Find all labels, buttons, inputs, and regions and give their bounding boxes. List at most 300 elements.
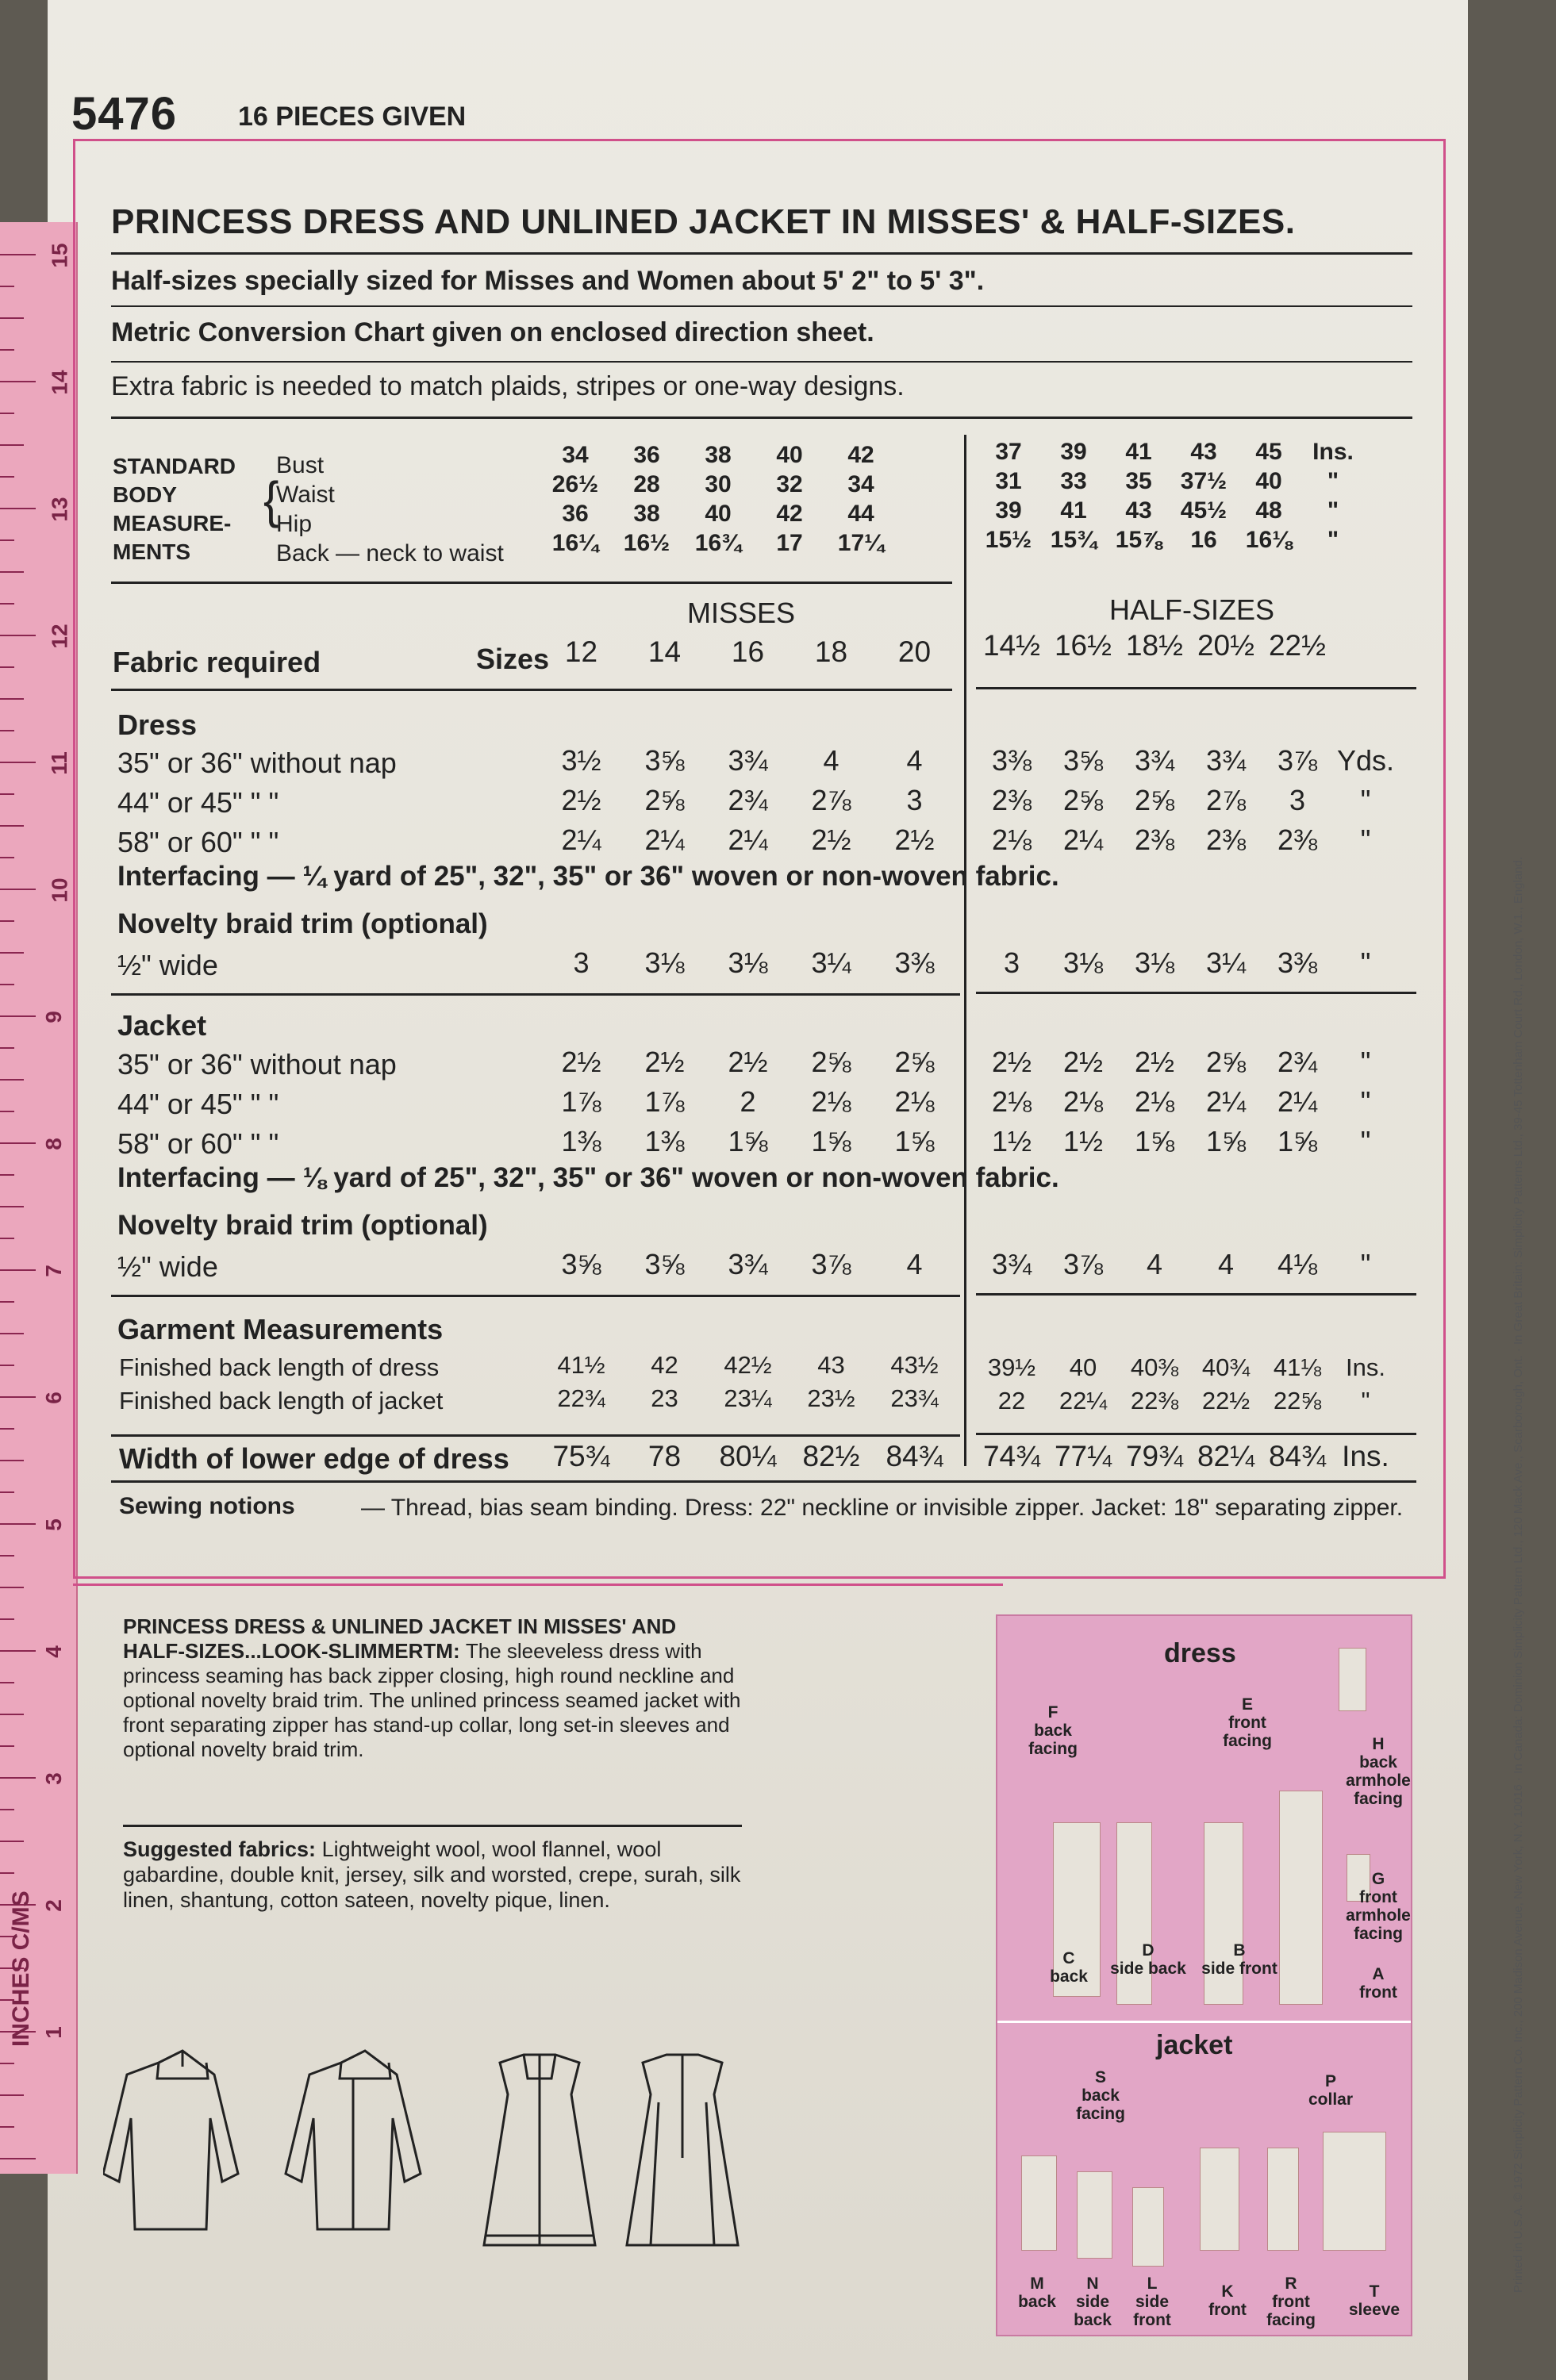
- sizes-half: [976, 627, 1333, 665]
- table-row: [540, 528, 897, 558]
- ruler-tick: [0, 1174, 14, 1176]
- cell: 43: [817, 1351, 845, 1379]
- divider: [111, 416, 1412, 419]
- ruler-tick: [0, 984, 14, 985]
- divider: [111, 689, 952, 691]
- body-measurements-half: [976, 437, 1365, 555]
- piece-label-t: [1347, 2282, 1402, 2319]
- piece-name: back: [1018, 2293, 1056, 2311]
- cell: 2⅝: [894, 1046, 935, 1078]
- unit-cell: Ins.: [1312, 438, 1354, 465]
- table-row: [976, 1123, 1398, 1161]
- cell: 2¼: [561, 823, 601, 856]
- note-metric: Metric Conversion Chart given on enclosed direction sheet.: [111, 317, 874, 347]
- cell: 1⅝: [1134, 1125, 1175, 1157]
- jacket-heading: jacket: [1156, 2030, 1233, 2060]
- cell: 3⅝: [644, 1248, 685, 1280]
- jacket-row-half: [976, 1083, 1398, 1121]
- cell: 2¼: [644, 823, 685, 856]
- cell: 3¼: [811, 946, 851, 979]
- ruler-tick: [0, 1650, 36, 1652]
- cell: 15¾: [1050, 526, 1097, 553]
- piece-shape: [1077, 2171, 1112, 2259]
- piece-name: side back: [1110, 1960, 1186, 1978]
- piece-label-d: [1108, 1941, 1188, 1978]
- table-row: [540, 821, 956, 859]
- divider: [976, 1433, 1416, 1435]
- label-line: MEASURE-: [113, 511, 232, 536]
- piece-letter: H: [1372, 1735, 1385, 1753]
- jacket-interfacing: Interfacing — ⅛ yard of 25", 32", 35" or 36" woven or non-woven fabric.: [117, 1162, 1059, 1193]
- unit-cell: ": [1360, 784, 1371, 816]
- ruler-tick: [0, 1460, 24, 1461]
- cell: 1½: [991, 1125, 1032, 1157]
- piece-label-s: [1073, 2068, 1128, 2123]
- cell: 2⅝: [644, 784, 685, 816]
- piece-label-p: [1303, 2072, 1358, 2109]
- ruler-tick: [0, 793, 14, 795]
- ruler-tick: [0, 1682, 14, 1683]
- cell: 18½: [1125, 629, 1183, 662]
- cell: 2½: [991, 1046, 1032, 1078]
- cell: 32: [776, 470, 803, 497]
- pieces-given: 16 PIECES GIVEN: [238, 102, 467, 132]
- cell: 45½: [1180, 497, 1228, 524]
- cell: 17: [776, 529, 803, 556]
- cell: 23¼: [724, 1384, 772, 1412]
- unit-cell: Ins.: [1342, 1440, 1389, 1472]
- unit-cell: Yds.: [1336, 744, 1395, 777]
- ruler-tick: [0, 889, 36, 890]
- measurement-name: Hip: [276, 511, 313, 537]
- cell: 3⅞: [1277, 744, 1318, 777]
- piece-letter: G: [1371, 1870, 1385, 1888]
- jacket-row-label: 58" or 60" " ": [117, 1127, 279, 1160]
- ruler-number: 2: [40, 1899, 66, 1912]
- dress-heading: dress: [1164, 1638, 1236, 1668]
- cell: 3: [906, 784, 923, 816]
- piece-shape: [1323, 2132, 1386, 2251]
- cell: 36: [562, 500, 589, 527]
- ruler-number: 5: [40, 1518, 66, 1531]
- cell: 2⅝: [1062, 784, 1104, 816]
- note-plaids: Extra fabric is needed to match plaids, stripes or one-way designs.: [111, 371, 905, 401]
- cell: 18: [814, 635, 848, 668]
- cell: 3⅝: [1062, 744, 1104, 777]
- ruler-tick: [0, 381, 36, 382]
- dress-row-misses: [540, 742, 956, 780]
- ruler-number: 8: [40, 1138, 66, 1150]
- description-body: The sleeveless dress with princess seaming has back zipper closing, high round neckline and optional novelty braid trim. The unlined princess seamed jacket with front separating zipper has stand-up collar, long set-in sleeves and optional novelty braid trim.: [123, 1639, 741, 1761]
- page-title: PRINCESS DRESS AND UNLINED JACKET IN MISSES' & HALF-SIZES.: [111, 202, 1296, 241]
- divider: [111, 1480, 1416, 1483]
- table-row: [976, 627, 1333, 665]
- cell: 1⅝: [894, 1125, 935, 1157]
- piece-letter: P: [1324, 2072, 1336, 2090]
- cell: 20½: [1197, 629, 1254, 662]
- table-row: [976, 437, 1365, 466]
- cell: 3⅛: [1062, 946, 1104, 979]
- cell: 3¾: [1205, 744, 1247, 777]
- label-line: STANDARD: [113, 454, 236, 478]
- cell: 3: [1003, 946, 1020, 979]
- cell: 2½: [894, 823, 935, 856]
- cell: 3⅜: [991, 744, 1032, 777]
- cell: 35: [1125, 467, 1152, 494]
- table-row: [540, 499, 897, 528]
- ruler-tick: [0, 1238, 14, 1239]
- ruler-tick: [0, 1206, 24, 1207]
- cell: 45: [1255, 438, 1282, 465]
- width-row-misses: [540, 1438, 956, 1476]
- unit-cell: ": [1327, 526, 1339, 553]
- cell: 4: [823, 744, 839, 777]
- cell: 82½: [802, 1440, 860, 1472]
- cell: 3½: [561, 744, 601, 777]
- ruler-tick: [0, 1555, 14, 1557]
- cell: 43½: [890, 1351, 939, 1379]
- table-row: [540, 1043, 956, 1081]
- divider: [111, 993, 960, 996]
- unit-cell: ": [1327, 497, 1339, 524]
- sizes-label: Sizes: [476, 643, 550, 675]
- cell: 23½: [807, 1384, 855, 1412]
- piece-name: front: [1208, 2301, 1247, 2319]
- ruler-tick: [0, 1142, 36, 1144]
- cell: 82¼: [1197, 1440, 1254, 1472]
- cell: 2⅛: [991, 1085, 1032, 1118]
- piece-name: front facing: [1223, 1714, 1272, 1750]
- cell: 40: [1255, 467, 1282, 494]
- piece-letter: S: [1094, 2068, 1106, 2086]
- piece-letter: B: [1233, 1941, 1246, 1960]
- table-row: [540, 1123, 956, 1161]
- note-half-sizes: Half-sizes specially sized for Misses and Women about 5' 2" to 5' 3".: [111, 266, 985, 296]
- ruler-tick: [0, 1714, 24, 1715]
- panel-divider: [997, 2021, 1411, 2023]
- cell: 2⅜: [991, 784, 1032, 816]
- cell: 74¾: [982, 1440, 1040, 1472]
- piece-label-e: [1208, 1695, 1287, 1750]
- cell: 4: [1146, 1248, 1163, 1280]
- unit-cell: ": [1360, 823, 1371, 856]
- cell: 1⅝: [1205, 1125, 1247, 1157]
- ruler-number: 13: [47, 497, 72, 522]
- cell: 3¾: [1134, 744, 1175, 777]
- ruler-unit-label: INCHES C/MS: [8, 1891, 34, 2047]
- cell: 23¾: [890, 1384, 939, 1412]
- cell: 23: [651, 1384, 678, 1412]
- garment-row-half: [976, 1349, 1398, 1387]
- dress-front-drawing: [484, 2055, 595, 2245]
- piece-name: back armhole facing: [1346, 1753, 1411, 1808]
- ruler-number: 12: [47, 624, 72, 649]
- misses-label: MISSES: [687, 597, 796, 629]
- cell: 16½: [623, 529, 670, 556]
- sizes-misses: [540, 633, 956, 671]
- cell: 14: [647, 635, 682, 668]
- table-row: [540, 633, 956, 671]
- cell: 1½: [1062, 1125, 1104, 1157]
- cell: 16½: [1054, 629, 1112, 662]
- cell: 38: [633, 500, 660, 527]
- table-row: [540, 470, 897, 499]
- ruler-tick: [0, 508, 36, 509]
- ruler-number: 11: [46, 751, 71, 775]
- cell: 2⅝: [811, 1046, 851, 1078]
- jacket-row-misses: [540, 1123, 956, 1161]
- cell: 2½: [728, 1046, 768, 1078]
- piece-label-g: [1339, 1870, 1418, 1943]
- cell: 20: [897, 635, 932, 668]
- cell: 2¼: [1277, 1085, 1318, 1118]
- table-row: [540, 742, 956, 780]
- cell: 2¼: [1062, 823, 1104, 856]
- cell: 2½: [561, 784, 601, 816]
- cell: 77¼: [1054, 1440, 1112, 1472]
- cell: 22⅜: [1130, 1387, 1179, 1415]
- cell: 36: [633, 441, 660, 468]
- cell: 40¾: [1201, 1353, 1251, 1381]
- garment-row-label: Finished back length of dress: [119, 1353, 440, 1381]
- cell: 39½: [987, 1353, 1036, 1381]
- piece-letter: T: [1369, 2282, 1380, 2301]
- ruler-number: 1: [40, 2026, 66, 2039]
- ruler-number: 6: [40, 1392, 66, 1404]
- cell: 2⅞: [1205, 784, 1247, 816]
- unit-cell: ": [1360, 946, 1371, 979]
- cell: 4⅛: [1277, 1248, 1318, 1280]
- table-row: [540, 1349, 956, 1382]
- cell: 16¾: [694, 529, 742, 556]
- cell: 40: [1069, 1353, 1097, 1381]
- ruler-tick: [0, 666, 14, 668]
- ruler-tick: [0, 1777, 36, 1779]
- divider: [976, 992, 1416, 994]
- unit-cell: Ins.: [1346, 1353, 1385, 1381]
- cell: 33: [1060, 467, 1087, 494]
- dress-row-label: 35" or 36" without nap: [117, 747, 397, 779]
- brace: {: [263, 471, 279, 529]
- divider: [111, 1295, 960, 1297]
- cell: 42½: [724, 1351, 772, 1379]
- ruler-tick: [0, 2158, 36, 2159]
- width-row-half: [976, 1438, 1398, 1476]
- cell: 1⅝: [811, 1125, 851, 1157]
- standard-measurements-label: [113, 452, 236, 566]
- dress-braid-label: ½" wide: [117, 949, 218, 981]
- cell: 4: [906, 1248, 923, 1280]
- table-row: [976, 1246, 1398, 1284]
- pattern-number: 5476: [71, 88, 178, 140]
- cell: 16: [1190, 526, 1217, 553]
- label-line: BODY: [113, 482, 177, 507]
- table-row: [540, 781, 956, 820]
- cell: 3⅝: [644, 744, 685, 777]
- piece-label-m: [1009, 2274, 1065, 2311]
- cell: 75¾: [552, 1440, 610, 1472]
- piece-label-c: [1029, 1949, 1108, 1986]
- cell: 2½: [561, 1046, 601, 1078]
- ruler-tick: [0, 825, 24, 827]
- cell: 34: [562, 441, 589, 468]
- piece-name: sleeve: [1348, 2301, 1400, 2319]
- cell: 2⅜: [1277, 823, 1318, 856]
- cell: 28: [633, 470, 660, 497]
- piece-name: front: [1359, 1983, 1397, 2002]
- ruler-tick: [0, 1841, 24, 1842]
- piece-label-b: [1200, 1941, 1279, 1978]
- body-measurements-misses: [540, 440, 897, 558]
- cell: 22½: [1268, 629, 1326, 662]
- label-line: MENTS: [113, 539, 190, 564]
- cell: 31: [995, 467, 1022, 494]
- ruler-tick: [0, 571, 24, 573]
- jacket-row-label: 35" or 36" without nap: [117, 1048, 397, 1081]
- divider: [123, 1825, 742, 1827]
- cell: 15½: [985, 526, 1032, 553]
- piece-letter: N: [1086, 2274, 1099, 2293]
- dress-braid-half: [976, 944, 1398, 982]
- cell: 48: [1255, 497, 1282, 524]
- ruler-tick: [0, 349, 14, 351]
- divider: [111, 582, 952, 584]
- cell: 26½: [551, 470, 599, 497]
- cell: 41: [1125, 438, 1152, 465]
- ruler-tick: [0, 539, 14, 541]
- piece-label-n: [1065, 2274, 1120, 2329]
- dress-interfacing: Interfacing — ¼ yard of 25", 32", 35" or 36" woven or non-woven fabric.: [117, 861, 1059, 892]
- fabrics-text: Lightweight wool, wool flannel, wool gabardine, double knit, jersey, silk and worsted, crepe, surah, silk linen, shantung, cotton sateen, novelty pique, linen.: [123, 1837, 741, 1912]
- cell: 2½: [1134, 1046, 1175, 1078]
- table-row: [976, 1043, 1398, 1081]
- table-row: [976, 1438, 1398, 1476]
- cell: 1⅞: [644, 1085, 685, 1118]
- cell: 2½: [811, 823, 851, 856]
- cell: 3¾: [728, 1248, 768, 1280]
- jacket-braid-half: [976, 1246, 1398, 1284]
- ruler-tick: [0, 762, 36, 763]
- cell: 43: [1190, 438, 1217, 465]
- dress-row-half: [976, 821, 1398, 859]
- cell: 43: [1125, 497, 1152, 524]
- unit-cell: ": [1360, 1046, 1371, 1078]
- divider: [111, 305, 1412, 307]
- ruler-tick: [0, 1809, 14, 1810]
- piece-letter: R: [1285, 2274, 1297, 2293]
- ruler-number: 14: [47, 370, 72, 395]
- piece-letter: D: [1142, 1941, 1155, 1960]
- cell: 22¾: [557, 1384, 605, 1412]
- cell: 2⅜: [1134, 823, 1175, 856]
- unit-cell: ": [1360, 1125, 1371, 1157]
- cell: 84¾: [1268, 1440, 1326, 1472]
- ruler-tick: [0, 2094, 24, 2096]
- cell: 2⅛: [1062, 1085, 1104, 1118]
- ruler-tick: [0, 317, 24, 319]
- cell: 3: [573, 946, 590, 979]
- ruler-tick: [0, 635, 36, 636]
- ruler-tick: [0, 1047, 14, 1049]
- table-row: [976, 1083, 1398, 1121]
- cell: 22¼: [1058, 1387, 1108, 1415]
- cell: 3⅜: [894, 946, 935, 979]
- ruler-tick: [0, 920, 14, 922]
- garment-illustrations: [103, 2031, 754, 2261]
- cell: 2¼: [1205, 1085, 1247, 1118]
- table-row: [976, 742, 1398, 780]
- cell: 78: [647, 1440, 682, 1472]
- cell: 17¼: [837, 529, 885, 556]
- cell: 14½: [982, 629, 1040, 662]
- ruler-tick: [0, 2063, 14, 2064]
- cell: 1⅜: [561, 1125, 601, 1157]
- envelope-header: [71, 87, 467, 140]
- table-row: [976, 1349, 1398, 1387]
- notions-label: Sewing notions: [119, 1493, 295, 1519]
- cell: 3¼: [1205, 946, 1247, 979]
- ruler-tick: [0, 1365, 14, 1366]
- cell: 2⅜: [1205, 823, 1247, 856]
- dress-heading: Dress: [117, 708, 198, 741]
- piece-label-r: [1263, 2274, 1319, 2329]
- garment-heading: Garment Measurements: [117, 1313, 444, 1345]
- jacket-heading: Jacket: [117, 1009, 207, 1042]
- cell: 2½: [644, 1046, 685, 1078]
- piece-shape: [1132, 2187, 1164, 2267]
- dress-braid-misses: [540, 944, 956, 982]
- ruler-tick: [0, 1745, 14, 1747]
- cell: 39: [995, 497, 1022, 524]
- ruler-tick: [0, 730, 14, 731]
- ruler-number: 4: [40, 1645, 66, 1658]
- cell: 44: [847, 500, 874, 527]
- jacket-row-half: [976, 1043, 1398, 1081]
- ruler-tick: [0, 1396, 36, 1398]
- piece-name: side front: [1201, 1960, 1277, 1978]
- ruler-tick: [0, 1111, 14, 1112]
- piece-letter: M: [1030, 2274, 1044, 2293]
- piece-label-f: [1013, 1703, 1093, 1758]
- cell: 4: [906, 744, 923, 777]
- cell: 40: [776, 441, 803, 468]
- table-row: [976, 781, 1398, 820]
- cell: 42: [847, 441, 874, 468]
- cell: 3: [1289, 784, 1306, 816]
- dress-row-label: 58" or 60" " ": [117, 826, 279, 858]
- dress-row-half: [976, 742, 1398, 780]
- publisher-imprint: Printed in U.S.A. © 1972 Simplicity Pattern Co. Inc., 200 Madison Avenue, New York, N.Y. 10016 · In Canada: Dominion Simplicity Pattern Ltd., 120 Mack Ave., Scarborough, Ont. · In Great Britain: Simplicity Patterns Ltd., 39-45 Tottenham Court Rd., London, W.1., England.: [1512, 856, 1525, 2293]
- jacket-row-misses: [540, 1083, 956, 1121]
- garment-row-misses: [540, 1349, 956, 1382]
- table-row: [976, 466, 1365, 496]
- table-row: [976, 821, 1398, 859]
- cell: 16: [731, 635, 765, 668]
- cell: 3⅜: [1277, 946, 1318, 979]
- cell: 12: [564, 635, 598, 668]
- garment-row-half: [976, 1382, 1398, 1420]
- ruler-tick: [0, 1491, 14, 1493]
- ruler-tick: [0, 476, 14, 478]
- cell: 1⅝: [1277, 1125, 1318, 1157]
- cell: 15⅞: [1115, 526, 1162, 553]
- ruler-tick: [0, 444, 24, 446]
- ruler-tick: [0, 1333, 24, 1334]
- ruler-tick: [0, 254, 36, 255]
- cell: 80¼: [719, 1440, 777, 1472]
- jacket-braid-misses: [540, 1246, 956, 1284]
- piece-name: front armhole facing: [1346, 1888, 1411, 1943]
